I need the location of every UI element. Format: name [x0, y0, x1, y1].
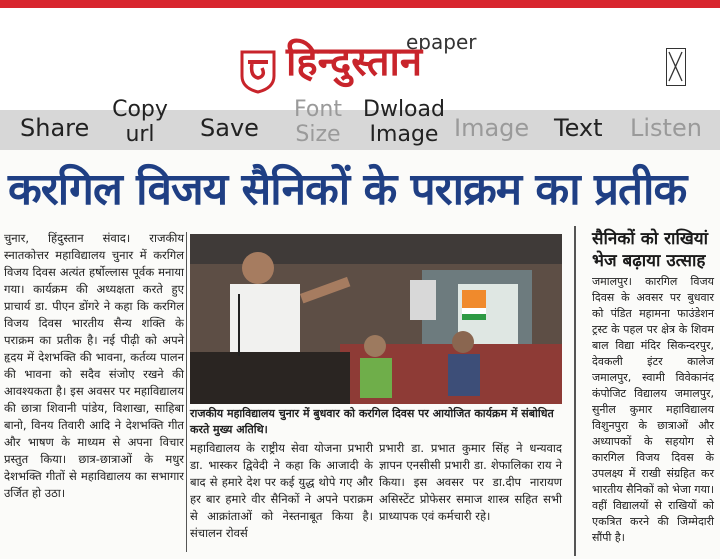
brand-logo[interactable]	[238, 30, 488, 106]
column-divider	[186, 232, 187, 552]
listen-button[interactable]: Listen	[630, 114, 702, 142]
photo-caption: राजकीय महाविद्यालय चुनार में बुधवार को करगिल दिवस पर आयोजित कार्यक्रम में संबोधित करते मुख्य अतिथि।	[190, 407, 554, 436]
share-button[interactable]: Share	[20, 114, 90, 142]
sidebar-story-body: जमालपुर। कारगिल विजय दिवस के अवसर पर बुधवार को पंडित महामना फाउंडेशन ट्रस्ट के पहल पर क्षेत्र के शिवम बाल विद्या मंदिर सिकन्दरपुर, देवकली इंटर कालेज जमालपुर, स्वामी विवेकानंद कंपोजिट विद्यालय जमालपुर, सुनील कुमार महाविद्यालय विशुनपुरा के छात्राओं और अध्यापकों के सहयोग से कारगिल विजय दिवस के उपलक्ष्य में राखी संग्रहित कर भारतीय सैनिकों को भेजा गया। वहीं विद्यालयों से राखियों को एकत्रित करने की जिम्मेदारी सौंपी है।	[592, 275, 714, 544]
brand-logo-text: हिन्दुस्तान	[286, 39, 423, 85]
app-header	[0, 8, 720, 110]
font-size-button[interactable]: Font Size	[294, 97, 342, 147]
text-tab[interactable]: Text	[554, 114, 603, 142]
article-column-2: महाविद्यालय के राष्ट्रीय सेवा योजना प्रभारी डा. भास्कर द्विवेदी ने कहा कि आजादी के बाद से हमारे देश पर कई युद्ध थोपे गए और हर बार हमारे वीर सैनिकों ने अपने पराक्रम से आक्रांताओं को नेस्तनाबूत किया है। संचालन रोवर्स	[190, 441, 373, 540]
epaper-label: epaper	[406, 30, 477, 54]
image-tab[interactable]: Image	[454, 114, 530, 142]
article-photo	[190, 234, 562, 404]
download-image-button[interactable]: Dwload Image	[363, 97, 445, 147]
article-column-1: चुनार, हिंदुस्तान संवाद। राजकीय स्नातकोत्तर महाविद्यालय चुनार में करगिल विजय दिवस अत्यंत हर्षोल्लास पूर्वक मनाया गया। कार्यक्रम की अध्यक्षता करते हुए प्राचार्य डा. पीएन डोंगरे ने कहा कि करगिल विजय दिवस भारतीय सैन्य शक्ति के पराक्रम का प्रतीक है। नई पीढ़ी को अपने हृदय में देशभक्ति की भावना, कर्तव्य पालन की भावना को सदैव संजोए रखने की आवश्यकता है। इस अवसर पर महाविद्यालय की छात्रा शिवानी पांडेय, विशाखा, साहिबा बानो, विनय तिवारी आदि ने देशभक्ति गीत और भाषण के माध्यम से अपना विचार प्रस्तुत किया। छात्र-छात्राओं के मधुर देशभक्ति गीतों से महाविद्यालय का सभागार उर्जित हो उठा।	[4, 231, 184, 500]
brand-shield-icon	[238, 48, 278, 94]
top-accent-bar	[0, 0, 720, 8]
copy-url-button[interactable]: Copy url	[112, 97, 168, 147]
article-column-3: प्रभारी डा. प्रभात कुमार सिंह ने धन्यवाद ज्ञापन एनसीसी प्रभारी डा. शेफालिका राय ने किया। इस अवसर पर डा.दीप नारायण असिस्टेंट प्रोफेसर समाज शास्त्र सहित सभी प्राध्यापक एवं कर्मचारी रहे।	[379, 441, 562, 523]
epaper-clipping	[0, 150, 720, 559]
sidebar-story-headline: सैनिकों को राखियां भेज बढ़ाया उत्साह	[592, 229, 709, 271]
close-icon[interactable]	[666, 48, 686, 86]
sidebar-divider	[574, 226, 576, 556]
save-button[interactable]: Save	[200, 114, 259, 142]
article-headline: करगिल विजय सैनिकों के पराक्रम का प्रतीक	[8, 164, 687, 215]
toolbar	[0, 97, 720, 150]
